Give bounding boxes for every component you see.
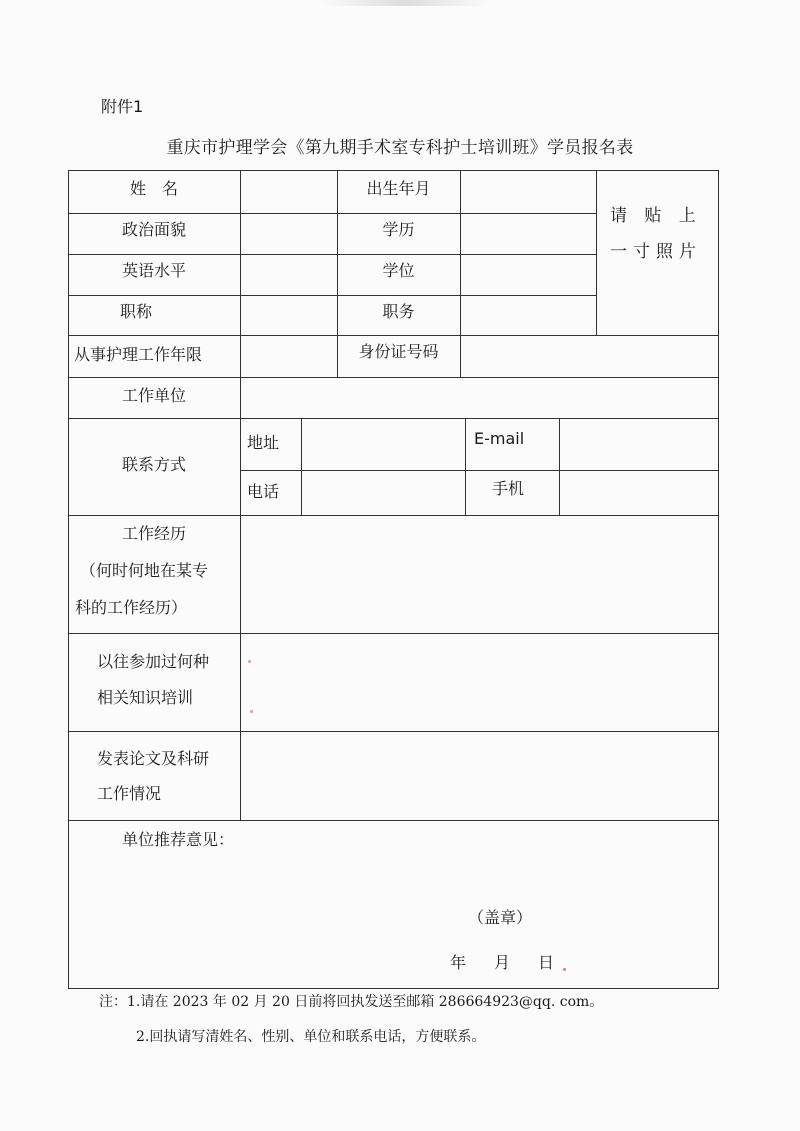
- email-label: E-mail: [474, 429, 525, 448]
- political-label: 政治面貌: [121, 220, 186, 239]
- papers-field[interactable]: [241, 732, 718, 820]
- photo-label: 请 贴 上一寸照片: [610, 206, 702, 262]
- phone-label: 电话: [247, 482, 280, 501]
- experience-label-line2: （何时何地在某专: [80, 561, 209, 580]
- title-label: 职称: [120, 302, 153, 321]
- year-label: 年: [450, 953, 467, 972]
- position-label: 职务: [382, 302, 415, 321]
- contact-label: 联系方式: [121, 455, 186, 474]
- degree-label: 学位: [382, 261, 415, 280]
- training-label-line2: 相关知识培训: [97, 688, 194, 707]
- degree-field[interactable]: [461, 255, 596, 295]
- seal-label: （盖章）: [468, 908, 533, 927]
- address-field[interactable]: [302, 419, 465, 470]
- scan-artifact: [320, 0, 490, 6]
- id-label: 身份证号码: [358, 342, 439, 361]
- english-field[interactable]: [241, 255, 337, 295]
- birth-field[interactable]: [461, 171, 596, 213]
- experience-label-line1: 工作经历: [121, 524, 186, 543]
- address-label: 地址: [247, 433, 280, 452]
- name-field[interactable]: [241, 171, 337, 213]
- note-2: 2.回执请写清姓名、性别、单位和联系电话，方便联系。: [136, 1029, 486, 1045]
- workplace-field[interactable]: [241, 378, 718, 418]
- years-label: 从事护理工作年限: [74, 345, 203, 364]
- years-field[interactable]: [241, 336, 337, 377]
- note-1: 注：1.请在 2023 年 02 月 20 日前将回执发送至邮箱 286664923@qq. com。: [99, 994, 604, 1010]
- form-title: 重庆市护理学会《第九期手术室专科护士培训班》学员报名表: [166, 138, 634, 158]
- experience-field[interactable]: [241, 516, 718, 633]
- scan-dot: [563, 968, 566, 971]
- birth-label: 出生年月: [366, 179, 431, 198]
- papers-label-line1: 发表论文及科研: [97, 749, 210, 768]
- attachment-label: 附件1: [101, 97, 144, 116]
- training-field[interactable]: [241, 634, 718, 731]
- month-label: 月: [494, 953, 511, 972]
- english-label: 英语水平: [121, 261, 186, 280]
- position-field[interactable]: [461, 296, 596, 335]
- mobile-label: 手机: [492, 479, 525, 498]
- email-field[interactable]: [560, 419, 718, 470]
- workplace-label: 工作单位: [121, 386, 186, 405]
- mobile-field[interactable]: [560, 471, 718, 515]
- name-label: 姓 名: [129, 179, 178, 198]
- training-label-line1: 以往参加过何种: [97, 652, 210, 671]
- scan-dot: [250, 710, 253, 713]
- education-field[interactable]: [461, 214, 596, 254]
- recommend-label: 单位推荐意见：: [122, 830, 235, 849]
- experience-label-line3: 科的工作经历）: [75, 598, 188, 617]
- papers-label-line2: 工作情况: [97, 784, 162, 803]
- title-field[interactable]: [241, 296, 337, 335]
- scan-dot: [248, 660, 251, 663]
- day-label: 日: [538, 953, 555, 972]
- political-field[interactable]: [241, 214, 337, 254]
- id-field[interactable]: [461, 336, 718, 377]
- education-label: 学历: [382, 220, 415, 239]
- phone-field[interactable]: [302, 471, 465, 515]
